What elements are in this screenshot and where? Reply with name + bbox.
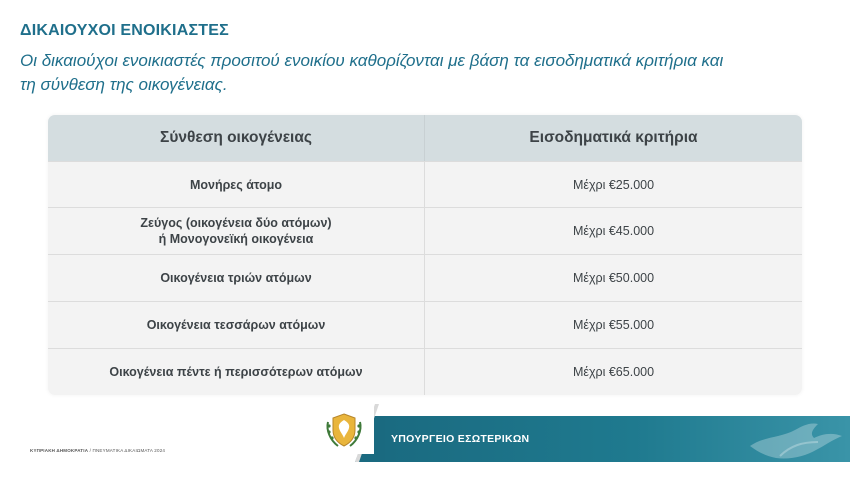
- column-header-family: Σύνθεση οικογένειας: [48, 115, 425, 161]
- family-label: Ζεύγος (οικογένεια δύο ατόμων) ή Μονογονεϊκή οικογένεια: [140, 216, 332, 246]
- dove-icon: [740, 416, 850, 462]
- family-label: Οικογένεια τεσσάρων ατόμων: [146, 318, 326, 332]
- family-label: Οικογένεια πέντε ή περισσότερων ατόμων: [109, 365, 363, 379]
- income-cell: Μέχρι €65.000: [572, 365, 655, 379]
- table-row: [48, 254, 802, 301]
- footer-copyright: ΚΥΠΡΙΑΚΗ ΔΗΜΟΚΡΑΤΙΑ / ΠΝΕΥΜΑΤΙΚΑ ΔΙΚΑΙΩΜΑΤΑ 2024: [30, 448, 166, 453]
- eligibility-table: [48, 115, 802, 395]
- family-cell: [48, 255, 425, 301]
- family-cell: [48, 162, 425, 207]
- column-header-income: Εισοδηματικά κριτήρια: [529, 129, 698, 146]
- family-label: Οικογένεια τριών ατόμων: [160, 271, 312, 285]
- family-cell: [48, 302, 425, 348]
- income-cell: Μέχρι €45.000: [572, 224, 655, 238]
- cyprus-coat-of-arms-icon: [322, 408, 366, 452]
- page-title: ΔΙΚΑΙΟΥΧΟΙ ΕΝΟΙΚΙΑΣΤΕΣ: [20, 22, 229, 39]
- income-cell: Μέχρι €25.000: [572, 177, 655, 192]
- table-row: [48, 207, 802, 254]
- income-cell: Μέχρι €55.000: [572, 318, 655, 332]
- emblem-container: [312, 404, 374, 454]
- ministry-name: ΥΠΟΥΡΓΕΙΟ ΕΣΩΤΕΡΙΚΩΝ: [391, 433, 530, 445]
- table-row: [48, 348, 802, 395]
- family-cell: [48, 208, 425, 254]
- table-header: [48, 115, 802, 161]
- family-cell: [48, 349, 425, 395]
- income-cell: Μέχρι €50.000: [572, 271, 655, 285]
- page-subtitle: Οι δικαιούχοι ενοικιαστές προσιτού ενοικίου καθορίζονται με βάση τα εισοδηματικά κριτήρια και τη σύνθεση της οικογένειας.: [20, 51, 724, 94]
- family-label: Μονήρες άτομο: [189, 177, 283, 192]
- table-row: [48, 301, 802, 348]
- table-row: [48, 161, 802, 207]
